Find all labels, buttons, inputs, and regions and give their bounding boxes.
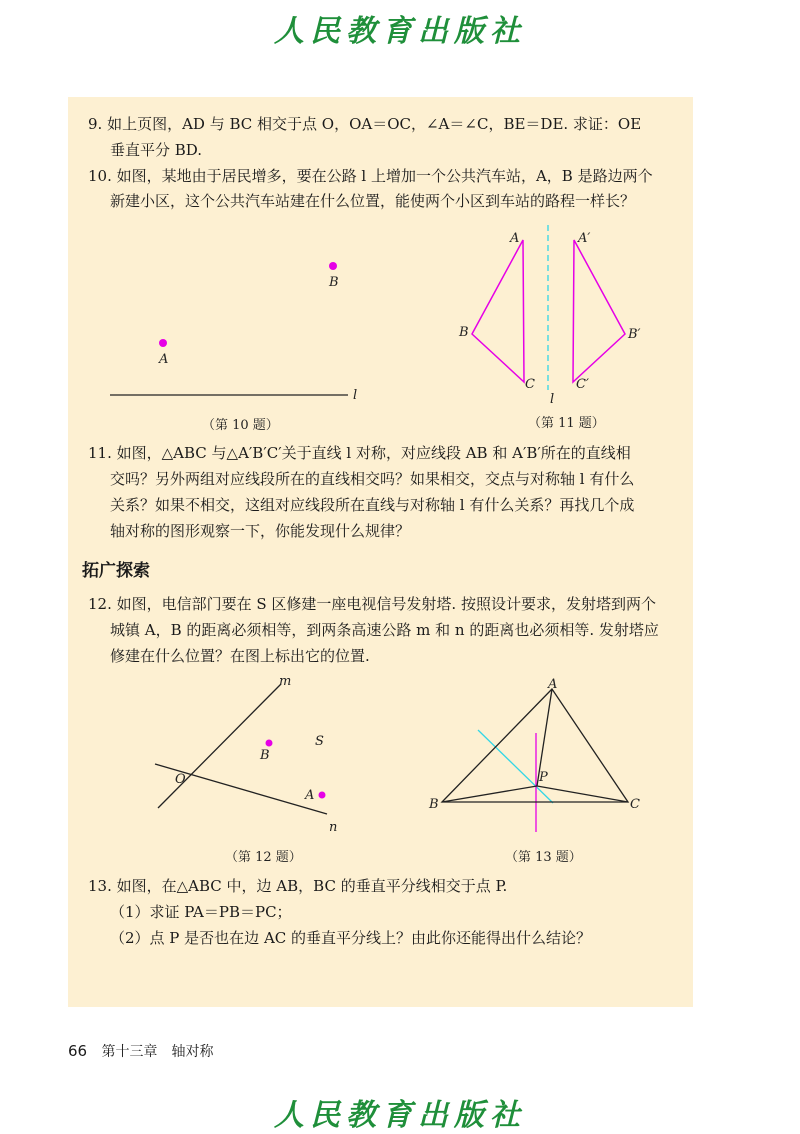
problem-13-line-1: 13. 如图，在△ABC 中，边 AB，BC 的垂直平分线相交于点 P.: [88, 877, 508, 895]
problem-12-line-2: 城镇 A，B 的距离必须相等，到两条高速公路 m 和 n 的距离也必须相等. 发射塔应: [110, 621, 659, 639]
label-l: l: [353, 388, 358, 403]
label-b: B: [329, 275, 339, 290]
point-a: [319, 792, 326, 799]
figure-12: [145, 670, 375, 840]
problem-11-line-4: 轴对称的图形观察一下，你能发现什么规律？: [110, 522, 411, 540]
triangle-abc-image: [573, 240, 625, 382]
label-b: B: [459, 325, 469, 340]
label-c: C: [525, 377, 535, 392]
label-s: S: [315, 734, 324, 749]
label-a: A: [159, 352, 169, 367]
triangle-abc: [472, 240, 524, 382]
label-o: O: [175, 772, 186, 787]
publisher-logo-bottom: 人民教育出版社: [274, 1098, 526, 1133]
label-n: n: [329, 820, 338, 835]
section-title: 拓广探索: [82, 561, 150, 581]
label-c: C: [630, 797, 640, 812]
label-m: m: [279, 674, 292, 689]
figure-13-caption: （第 13 题）: [505, 850, 582, 865]
problem-11-line-1: 11. 如图，△ABC 与△A′B′C′关于直线 l 对称，对应线段 AB 和 A′B′所在的直线相: [88, 444, 631, 462]
problem-12-line-3: 修建在什么位置？在图上标出它的位置.: [110, 647, 370, 665]
label-p: P: [539, 770, 548, 785]
figure-12-caption: （第 12 题）: [225, 850, 302, 865]
road-m: [158, 684, 281, 808]
problem-13-line-2: （1）求证 PA＝PB＝PC；: [110, 903, 292, 921]
problem-10-line-1: 10. 如图，某地由于居民增多，要在公路 l 上增加一个公共汽车站，A，B 是路边两个: [88, 167, 653, 185]
label-a: A: [548, 677, 558, 692]
label-b-prime: B′: [628, 327, 641, 342]
label-b: B: [260, 748, 270, 763]
point-a: [159, 339, 167, 347]
problem-13-line-3: （2）点 P 是否也在边 AC 的垂直平分线上？由此你还能得出什么结论？: [110, 929, 592, 947]
problem-11-line-3: 关系？如果不相交，这组对应线段所在直线与对称轴 l 有什么关系？再找几个成: [110, 496, 635, 514]
publisher-logo-top: 人民教育出版社: [274, 14, 526, 49]
segment-pb: [442, 786, 537, 802]
label-l: l: [550, 392, 555, 405]
point-b: [329, 262, 337, 270]
problem-12-line-1: 12. 如图，电信部门要在 S 区修建一座电视信号发射塔. 按照设计要求，发射塔到两个: [88, 595, 656, 613]
page-number: 66: [68, 1042, 88, 1060]
chapter-title: 第十三章 轴对称: [101, 1044, 214, 1060]
label-c-prime: C′: [576, 377, 589, 392]
figure-11: [455, 225, 655, 405]
label-b: B: [429, 797, 439, 812]
problem-10-line-2: 新建小区，这个公共汽车站建在什么位置，能使两个小区到车站的路程一样长？: [110, 192, 636, 210]
figure-10: [100, 250, 380, 410]
page-footer: [68, 1041, 214, 1061]
label-a: A: [305, 788, 315, 803]
point-b: [266, 740, 273, 747]
segment-pc: [537, 786, 628, 802]
problem-9-line-2: 垂直平分 BD.: [110, 141, 203, 159]
label-a-prime: A′: [578, 231, 591, 246]
problem-9-line-1: 9. 如上页图，AD 与 BC 相交于点 O，OA＝OC，∠A＝∠C，BE＝DE. 求证：OE: [88, 115, 642, 133]
problem-11-line-2: 交吗？另外两组对应线段所在的直线相交吗？如果相交，交点与对称轴 l 有什么: [110, 470, 635, 488]
bisector-ab: [478, 730, 553, 803]
figure-11-caption: （第 11 题）: [528, 416, 605, 431]
figure-10-caption: （第 10 题）: [202, 418, 279, 433]
figure-13: [425, 675, 650, 840]
label-a: A: [510, 231, 520, 246]
